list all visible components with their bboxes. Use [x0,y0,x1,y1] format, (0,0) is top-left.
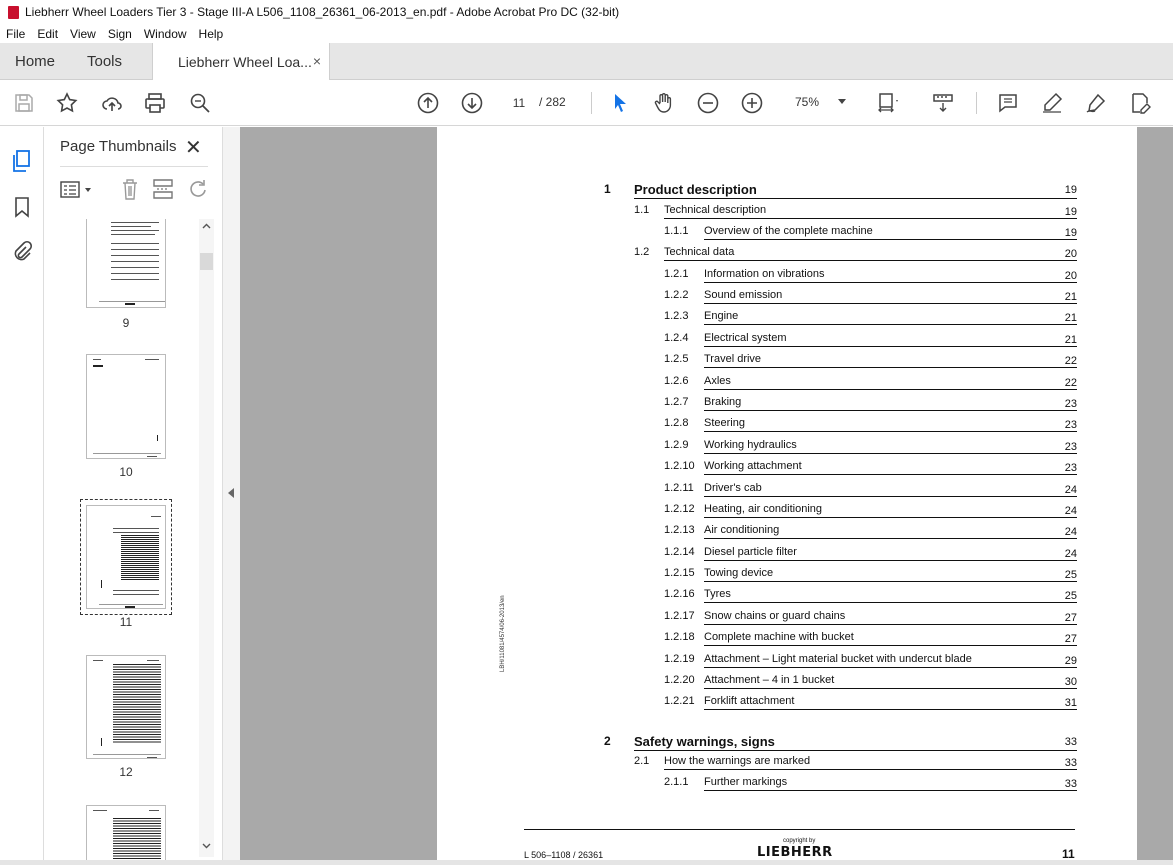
footer-page-number: 11 [1062,847,1075,860]
toc-number: 1.2.10 [664,460,695,472]
document-page [437,127,1137,860]
tab-home[interactable]: Home [15,53,56,70]
toc-title: Engine [704,310,739,322]
toc-title: Snow chains or guard chains [704,610,846,622]
toc-page: 21 [1064,334,1077,346]
toc-number: 2.1 [634,755,650,767]
toc-rule [704,239,1077,240]
save-icon[interactable] [12,91,36,115]
hand-tool-icon[interactable] [652,91,676,115]
toc-title: Technical data [664,246,735,258]
toc-page: 24 [1064,484,1077,496]
toc-title: Sound emission [704,289,783,301]
print-icon[interactable] [143,91,167,115]
toc-title: Information on vibrations [704,268,825,280]
toc-number: 1 [604,182,611,196]
toc-page: 23 [1064,398,1077,410]
thumbnail-page-number: 10 [119,465,133,479]
toc-number: 1.2.3 [664,310,689,322]
page-number-input[interactable]: 11 [504,91,534,113]
toc-title: Attachment – 4 in 1 bucket [704,674,835,686]
highlight-pen-icon[interactable] [1040,91,1064,115]
toc-title: Towing device [704,567,774,579]
toc-number: 2 [604,734,611,748]
menu-help[interactable]: Help [198,26,224,41]
thumbnail-page-number: 9 [122,316,130,330]
page-total: / 282 [539,95,566,109]
footer-model: L 506–1108 / 26361 [524,850,604,860]
toc-number: 1.2.9 [664,439,689,451]
thumbnail-page-number: 12 [119,765,133,779]
chevron-down-icon[interactable] [838,99,846,104]
toc-number: 1.2 [634,246,650,258]
toc-rule [704,602,1077,603]
toc-rule [704,453,1077,454]
toc-rule [704,431,1077,432]
toc-rule [704,538,1077,539]
toc-number: 1.2.18 [664,631,695,643]
toc-page: 23 [1064,419,1077,431]
toc-title: Steering [704,417,745,429]
toc-title: Electrical system [704,332,787,344]
menu-file[interactable]: File [6,26,26,41]
toc-rule [634,750,1077,751]
toc-rule [704,560,1077,561]
toc-rule [704,667,1077,668]
scroll-down-icon[interactable] [202,843,211,849]
tab-document[interactable] [152,43,330,81]
toc-number: 1.1 [634,204,650,216]
toc-page: 24 [1064,548,1077,560]
upload-cloud-icon[interactable] [100,91,124,115]
thumbnails-panel-title: Page Thumbnails [60,138,177,155]
toc-rule [704,324,1077,325]
toc-page: 33 [1064,778,1077,790]
toc-page: 20 [1064,270,1077,282]
scrollbar-thumb[interactable] [200,253,213,270]
toc-title: Working attachment [704,460,802,472]
thumbnails-scrollbar[interactable] [199,219,214,857]
menu-view[interactable]: View [70,26,96,41]
toolbar-separator [976,92,977,114]
liebherr-logo: LIEBHERR [757,845,833,860]
close-panel-icon[interactable]: ✕ [185,137,202,159]
toc-page: 27 [1064,612,1077,624]
zoom-level-select[interactable]: 75% [795,95,820,109]
toc-number: 1.2.7 [664,396,689,408]
toc-title: Further markings [704,776,788,788]
toc-rule [664,260,1077,261]
toc-title: How the warnings are marked [664,755,811,767]
toc-page: 19 [1064,206,1077,218]
toc-rule [704,474,1077,475]
toc-title: Complete machine with bucket [704,631,854,643]
toc-page: 21 [1064,312,1077,324]
previous-page-icon[interactable] [416,91,440,115]
thumbnail-options-icon[interactable] [60,179,94,201]
panel-splitter[interactable] [222,127,240,860]
toc-number: 1.2.20 [664,674,695,686]
toc-rule [704,410,1077,411]
collapse-panel-icon[interactable] [228,488,234,498]
toc-rule [704,581,1077,582]
rotate-page-icon[interactable] [187,177,209,201]
select-pointer-icon[interactable] [608,91,632,115]
toc-title: Forklift attachment [704,695,795,707]
toc-title: Travel drive [704,353,762,365]
toc-number: 1.2.5 [664,353,689,365]
toc-number: 1.2.13 [664,524,695,536]
toc-rule [704,346,1077,347]
thumbnail-page-12[interactable] [86,655,166,759]
tab-document-label: Liebherr Wheel Loa... [178,54,312,70]
toc-rule [704,389,1077,390]
thumbnail-page-number: 11 [119,615,133,629]
divider [60,166,208,167]
toc-page: 27 [1064,633,1077,645]
toc-title: Product description [634,182,757,197]
bookmark-star-icon[interactable] [55,91,79,115]
thumbnail-page-11[interactable] [86,505,166,609]
toc-rule [664,218,1077,219]
toc-number: 1.2.2 [664,289,689,301]
toc-page: 24 [1064,526,1077,538]
toc-rule [634,198,1077,199]
tab-tools[interactable]: Tools [87,53,123,70]
toc-title: Attachment – Light material bucket with undercut blade [704,653,972,665]
toc-number: 1.2.12 [664,503,695,515]
toc-rule [704,367,1077,368]
toc-rule [704,645,1077,646]
toc-page: 23 [1064,462,1077,474]
toc-title: Braking [704,396,742,408]
toolbar-separator [591,92,592,114]
toc-title: Overview of the complete machine [704,225,873,237]
toc-page: 33 [1064,736,1077,748]
footer-rule [524,829,1075,830]
navigation-rail [0,127,44,865]
insert-page-icon[interactable] [152,177,174,201]
toc-rule [704,517,1077,518]
thumbnails-panel [44,127,222,860]
document-viewport[interactable] [240,127,1173,860]
toc-title: Tyres [704,588,731,600]
edit-pdf-icon[interactable] [1128,91,1152,115]
sign-pen-icon[interactable] [1084,91,1108,115]
toc-number: 1.1.1 [664,225,689,237]
thumbnail-page-9[interactable] [86,219,166,308]
page-fit-icon[interactable] [876,91,900,115]
toc-number: 1.2.6 [664,375,689,387]
toc-page: 31 [1064,697,1077,709]
toc-rule [704,282,1077,283]
window-title: Liebherr Wheel Loaders Tier 3 - Stage III-A L506_1108_26361_06-2013_en.pdf - Adobe Acrobat Pro DC (32-bit) [25,5,620,19]
toc-number: 2.1.1 [664,776,689,788]
toc-title: Diesel particle filter [704,546,797,558]
toc-page: 21 [1064,291,1077,303]
scroll-mode-icon[interactable] [931,91,955,115]
footer-copyright: copyright by [783,838,816,844]
document-reference-code: LBH/11081/4574/06-2013/en [500,595,506,672]
toc-page: 29 [1064,655,1077,667]
toc-page: 23 [1064,441,1077,453]
thumbnail-page-10[interactable] [86,354,166,459]
toc-rule [704,790,1077,791]
tab-bar [0,43,1173,80]
toc-page: 25 [1064,569,1077,581]
status-bar [0,860,1173,865]
toc-page: 30 [1064,676,1077,688]
close-tab-icon[interactable]: × [312,53,321,69]
toc-title: Safety warnings, signs [634,734,775,749]
toc-title: Driver's cab [704,482,762,494]
toc-rule [704,709,1077,710]
toc-page: 25 [1064,590,1077,602]
toolbar [0,80,1173,126]
toc-number: 1.2.11 [664,482,694,494]
toc-title: Air conditioning [704,524,780,536]
toc-page: 22 [1064,355,1077,367]
menu-sign[interactable]: Sign [107,26,132,41]
next-page-icon[interactable] [460,91,484,115]
thumbnail-page-13[interactable] [86,805,166,865]
toc-page: 19 [1064,184,1077,196]
bookmarks-icon[interactable] [10,195,34,219]
delete-icon[interactable] [120,177,140,201]
toc-page: 24 [1064,505,1077,517]
toc-rule [704,303,1077,304]
acrobat-icon [8,6,19,19]
toc-title: Axles [704,375,731,387]
toc-page: 19 [1064,227,1077,239]
toc-number: 1.2.16 [664,588,695,600]
page-thumbnails-icon[interactable] [10,149,34,173]
attachments-icon[interactable] [10,240,34,264]
menu-window[interactable]: Window [143,26,187,41]
toc-title: Technical description [664,204,767,216]
toc-number: 1.2.14 [664,546,695,558]
title-bar [0,0,1173,24]
toc-page: 33 [1064,757,1077,769]
toc-title: Heating, air conditioning [704,503,823,515]
comment-icon[interactable] [996,91,1020,115]
toc-rule [704,624,1077,625]
toc-number: 1.2.19 [664,653,695,665]
toc-rule [664,769,1077,770]
toc-number: 1.2.8 [664,417,689,429]
toc-number: 1.2.17 [664,610,695,622]
toc-number: 1.2.15 [664,567,695,579]
toc-number: 1.2.4 [664,332,689,344]
thumbnail-tools [44,171,222,207]
zoom-in-icon[interactable] [740,91,764,115]
toc-number: 1.2.21 [664,695,695,707]
toc-number: 1.2.1 [664,268,689,280]
toc-rule [704,688,1077,689]
toc-title: Working hydraulics [704,439,797,451]
toc-page: 20 [1064,248,1077,260]
zoom-out-icon[interactable] [696,91,720,115]
scroll-up-icon[interactable] [202,223,211,229]
search-icon[interactable] [188,91,212,115]
menu-edit[interactable]: Edit [37,26,59,41]
toc-page: 22 [1064,377,1077,389]
menu-bar [0,24,1173,43]
toc-rule [704,496,1077,497]
